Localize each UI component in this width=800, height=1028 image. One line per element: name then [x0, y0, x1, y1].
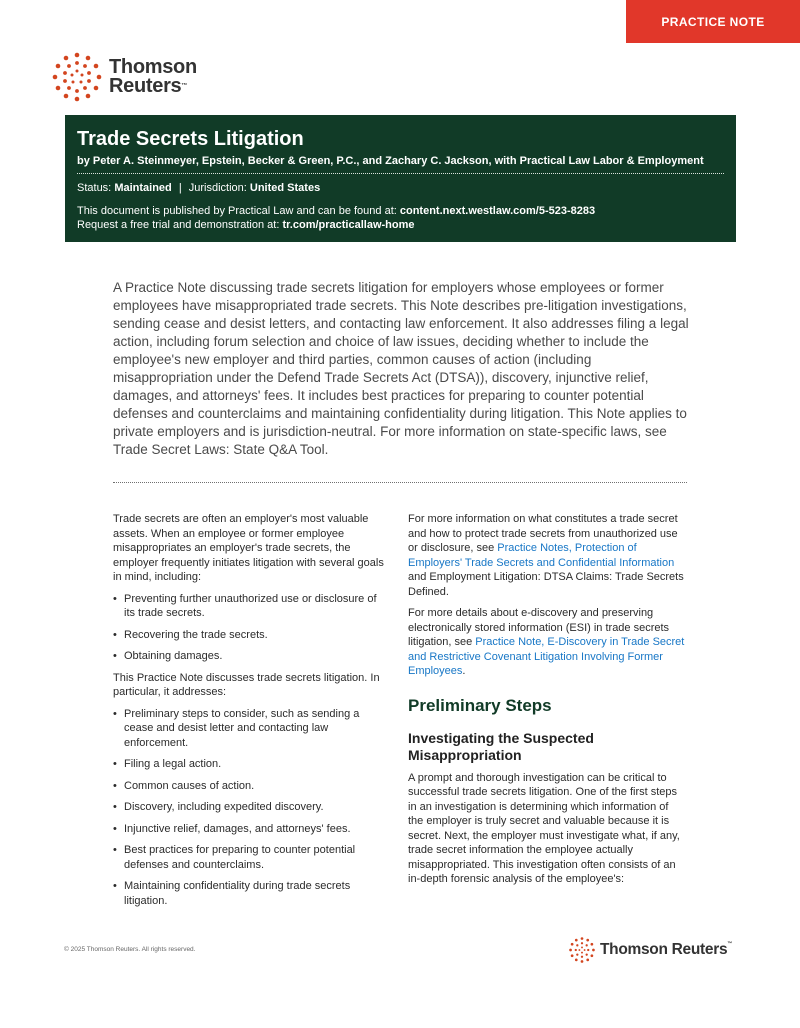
jurisdiction-label: Jurisdiction:	[188, 182, 247, 194]
footer-logo	[569, 937, 732, 963]
ediscovery-info-paragraph: For more details about e-discovery and preserving electronically stored information (ESI) in trade secrets litigation, see Practice Note, E-Discovery in Trade Secret and Restrictive Covenant Litigation Involving Former Employees.	[408, 607, 685, 677]
protection-trade-secrets-link[interactable]: Practice Notes, Protection of Employers' Trade Secrets and Confidential Information	[408, 542, 675, 569]
jurisdiction-value: United States	[249, 182, 321, 194]
bullet-icon: •	[113, 779, 117, 792]
section-heading-preliminary-steps: Preliminary Steps	[408, 695, 552, 715]
list-item: • Maintaining confidentiality during trade secrets litigation.	[113, 880, 351, 907]
abstract-divider	[113, 482, 687, 483]
status-value: Maintained	[114, 182, 172, 194]
status-label: Status:	[77, 182, 112, 194]
logo-line-2: Reuters™	[109, 75, 188, 97]
banner-divider	[77, 173, 724, 174]
left-column	[113, 512, 385, 915]
list-item: • Best practices for preparing to counter potential defenses and counterclaims.	[113, 844, 356, 871]
bullet-icon: •	[113, 880, 117, 892]
footer-wordmark: Thomson Reuters™	[600, 941, 733, 958]
logo-line-1: Thomson	[109, 56, 197, 78]
trade-secret-info-paragraph: For more information on what constitutes a trade secret and how to protect trade secrets from unauthorized use or disclosure, see Practice Notes, Protection of Employers' Trade Secrets and Confidential Information and Employment Litigation: DTSA Claims: Trade Secrets Defined.	[408, 513, 684, 598]
subheading-investigating: Investigating the Suspected Misappropriation	[408, 729, 594, 763]
ediscovery-practice-note-link[interactable]: Practice Note, E-Discovery in Trade Secret and Restrictive Covenant Litigation Involving Former Employees	[408, 636, 685, 677]
status-line	[77, 182, 724, 194]
document-title: Trade Secrets Litigation	[77, 128, 304, 150]
published-url-link[interactable]: content.next.westlaw.com/5-523-8283	[399, 205, 596, 217]
thomson-reuters-dot-logo-icon	[52, 52, 102, 102]
copyright-notice: © 2025 Thomson Reuters. All rights reserved.	[64, 946, 196, 953]
list-item: • Filing a legal action.	[113, 758, 222, 770]
goals-list	[113, 592, 385, 664]
bullet-icon: •	[113, 844, 117, 856]
trademark-symbol: ™	[181, 83, 188, 89]
trial-url-link[interactable]: tr.com/practicallaw-home	[282, 219, 415, 231]
document-abstract: A Practice Note discussing trade secrets litigation for employers whose employees or former employees have misappropriated trade secrets. This Note describes pre-litigation investigations, sending cease and desist letters, and contacting law enforcement. It also addresses filing a legal action, including forum selection and choice of law issues, deciding whether to include the employee's new employer and third parties, common causes of action (including misappropriation under the Defend Trade Secrets Act (DTSA)), discovery, injunctive relief, damages, and attorneys' fees. It includes best practices for preparing to counter potential defenses and counterclaims and maintaining confidentiality during litigation. This Note applies to private employers and is jurisdiction-neutral. For more information on state-specific laws, see Trade Secret Laws: State Q&A Tool.	[113, 280, 689, 457]
practice-note-badge	[626, 0, 800, 43]
bullet-icon: •	[113, 707, 117, 720]
list-item: • Obtaining damages.	[113, 650, 223, 662]
intro-paragraph: Trade secrets are often an employer's most valuable assets. When an employee or former employee misappropriates an employer's trade secrets, the employer frequently initiates litigation with several goals in mind, including:	[113, 513, 384, 583]
status-separator: |	[178, 182, 182, 194]
thomson-reuters-logo	[52, 52, 197, 102]
list-item: • Discovery, including expedited discovery.	[113, 801, 324, 813]
trial-text: Request a free trial and demonstration at:	[77, 219, 280, 231]
publication-info	[77, 204, 724, 232]
addresses-intro: This Practice Note discusses trade secrets litigation. In particular, it addresses:	[113, 671, 380, 698]
practice-note-label: PRACTICE NOTE	[661, 14, 765, 29]
list-item: • Injunctive relief, damages, and attorneys' fees.	[113, 822, 351, 835]
bullet-icon: •	[113, 822, 117, 835]
investigation-paragraph: A prompt and thorough investigation can be critical to successful trade secrets litigation. One of the first steps in an investigation is determining which information of the employer is truly secret and valuable because it is secret. Next, the employer must investigate what, if any, trade secret information the employee actually misappropriated. This investigation often consists of an in-depth forensic analysis of the employee's:	[408, 771, 680, 885]
trademark-symbol: ™	[727, 941, 733, 947]
list-item: • Recovering the trade secrets.	[113, 628, 268, 641]
bullet-icon: •	[113, 650, 117, 662]
bullet-icon: •	[113, 628, 117, 641]
list-item: • Preventing further unauthorized use or disclosure of its trade secrets.	[113, 592, 377, 619]
right-column	[408, 512, 686, 894]
bullet-icon: •	[113, 592, 117, 605]
document-banner	[65, 115, 736, 242]
logo-wordmark	[109, 58, 197, 96]
document-byline: by Peter A. Steinmeyer, Epstein, Becker & Green, P.C., and Zachary C. Jackson, with Practical Law Labor & Employment	[77, 155, 704, 167]
topics-list	[113, 707, 385, 909]
bullet-icon: •	[113, 801, 117, 813]
list-item: • Common causes of action.	[113, 779, 255, 792]
bullet-icon: •	[113, 758, 117, 770]
list-item: • Preliminary steps to consider, such as sending a cease and desist letter and contacting law enforcement.	[113, 707, 360, 749]
published-text: This document is published by Practical Law and can be found at:	[77, 205, 397, 217]
thomson-reuters-dot-logo-icon	[569, 937, 595, 963]
